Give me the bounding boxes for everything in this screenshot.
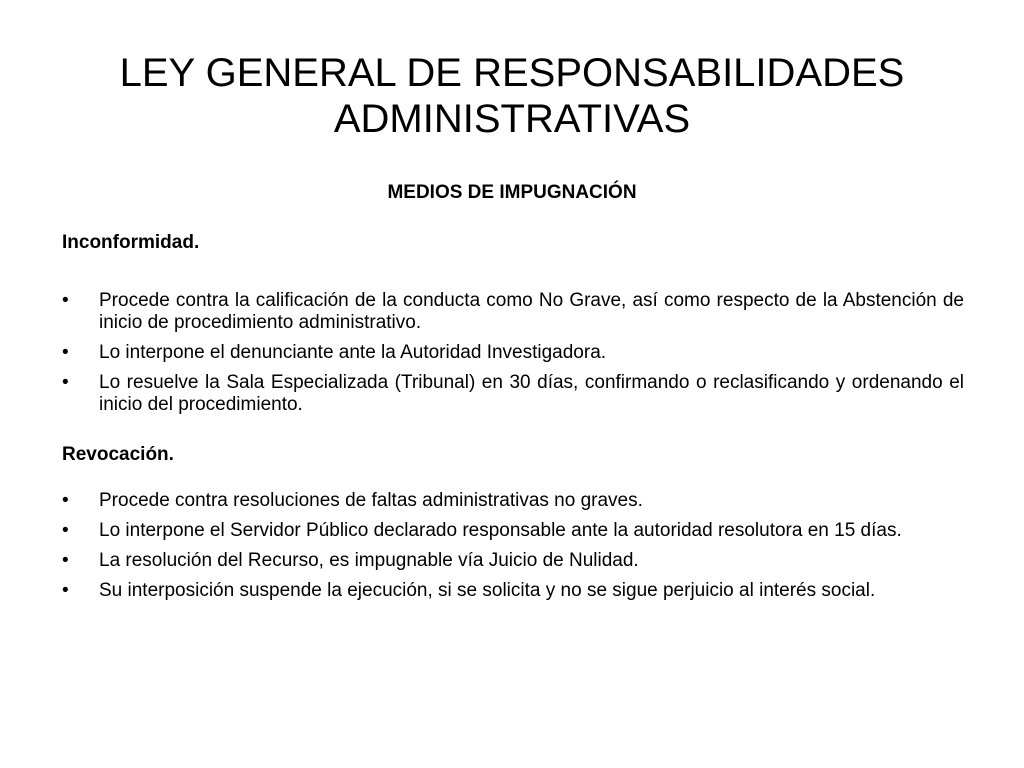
bullet-icon: • — [62, 372, 69, 393]
bullet-icon: • — [62, 550, 69, 571]
revocacion-bullet-list — [62, 490, 964, 602]
slide-title: LEY GENERAL DE RESPONSABILIDADES ADMINISTRATIVAS — [119, 51, 905, 141]
list-item-text: Procede contra la calificación de la conducta como No Grave, así como respecto de la Abstención de inicio de procedimiento administrativo. — [99, 290, 964, 333]
list-item-text: La resolución del Recurso, es impugnable vía Juicio de Nulidad. — [99, 550, 639, 571]
section-heading-inconformidad: Inconformidad. — [62, 232, 200, 253]
bullet-icon: • — [62, 580, 69, 601]
slide-content — [62, 232, 964, 610]
list-item — [62, 490, 964, 512]
bullet-icon: • — [62, 290, 69, 311]
list-item-text: Lo interpone el denunciante ante la Autoridad Investigadora. — [99, 342, 607, 363]
bullet-icon: • — [62, 490, 69, 511]
slide-subtitle: MEDIOS DE IMPUGNACIÓN — [387, 182, 637, 203]
list-item — [62, 342, 964, 364]
section-heading-revocacion: Revocación. — [62, 444, 174, 465]
list-item — [62, 580, 964, 602]
list-item — [62, 550, 964, 572]
list-item-text: Lo interpone el Servidor Público declarado responsable ante la autoridad resolutora en 15 días. — [99, 520, 902, 541]
list-item — [62, 520, 964, 542]
bullet-icon: • — [62, 342, 69, 363]
list-item — [62, 290, 964, 334]
list-item — [62, 372, 964, 416]
list-item-text: Su interposición suspende la ejecución, si se solicita y no se sigue perjuicio al interés social. — [99, 580, 876, 601]
list-item-text: Procede contra resoluciones de faltas administrativas no graves. — [99, 490, 643, 511]
list-item-text: Lo resuelve la Sala Especializada (Tribunal) en 30 días, confirmando o reclasificando y ordenando el inicio del procedimiento. — [99, 372, 964, 415]
bullet-icon: • — [62, 520, 69, 541]
inconformidad-bullet-list — [62, 290, 964, 416]
